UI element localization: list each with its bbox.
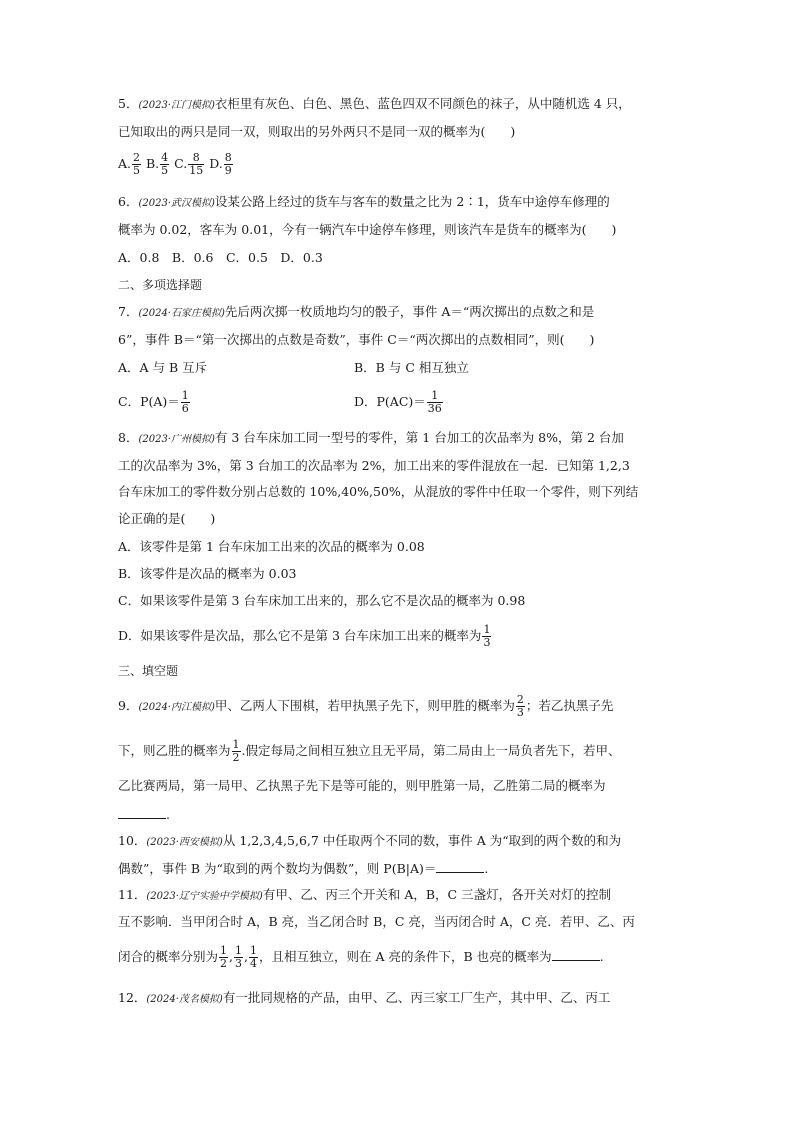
q8-option-a: A．该零件是第 1 台车床加工出来的次品的概率为 0.08 (118, 539, 425, 554)
q9-line3: 乙比赛两局，第一局甲、乙执黑子先下是等可能的，则甲胜第一局，乙胜第二局的概率为 (118, 778, 606, 793)
section-heading-fill-in: 三、填空题 (118, 664, 179, 678)
q9-line4: . (118, 806, 170, 823)
q5-option-a-fraction: $\frac{2}{5}$ (133, 151, 141, 177)
q8-option-b: B．该零件是次品的概率为 0.03 (118, 566, 297, 581)
q8-option-c: C．如果该零件是第 3 台车床加工出来的，那么它不是次品的概率为 0.98 (118, 593, 526, 608)
q8-option-d: D．如果该零件是次品，那么它不是第 3 台车床加工出来的概率为 $\frac{1}{3}$ (118, 623, 491, 649)
q5-option-c-fraction: $\frac{8}{15}$ (189, 151, 204, 177)
q11-line3: 闭合的概率分别为 $\frac{1}{2}$ , $\frac{1}{3}$ , $\frac{1}{4}$ ，且相互独立，则在 A 亮的条件下，B 也亮的概率为 . (118, 944, 604, 970)
q7-option-a: A．A 与 B 互斥 (118, 360, 208, 375)
q11-line1: 11．(2023·辽宁实验中学模拟)有甲、乙、丙三个开关和 A，B，C 三盏灯，各开关对灯的控制 (118, 887, 612, 902)
q12-source: (2024·茂名模拟) (146, 994, 223, 1005)
q8-option-d-fraction: $\frac{1}{3}$ (483, 623, 491, 649)
q10-line1: 10．(2023·西安模拟)从 1,2,3,4,5,6,7 中任取两个不同的数，事件 A 为“取到的两个数的和为 (118, 833, 622, 848)
q6-source: (2023·武汉模拟) (138, 198, 215, 209)
q7-source: (2024·石家庄模拟) (138, 308, 225, 319)
q8-line2: 工的次品率为 3%，第 3 台加工的次品率为 2%，加工出来的零件混放在一起．已知第 1,2,3 (118, 458, 630, 473)
q10-source: (2023·西安模拟) (146, 837, 223, 848)
q5-source: (2023·江门模拟) (138, 100, 215, 111)
q11-fraction-c: $\frac{1}{4}$ (249, 944, 257, 970)
q9-source: (2024·内江模拟) (138, 702, 215, 713)
q9-line2: 下，则乙胜的概率为 $\frac{1}{2}$ .假定每局之间相互独立且无平局，第二局由上一局负者先下，若甲、 (118, 738, 621, 764)
q5-option-b-fraction: $\frac{4}{5}$ (161, 151, 169, 177)
q10-answer-blank[interactable] (436, 860, 484, 873)
q9-answer-blank[interactable] (118, 806, 166, 819)
q7-option-d: D．P(AC)＝ $\frac{1}{36}$ (354, 389, 442, 415)
q12-line1: 12．(2024·茂名模拟)有一批同规格的产品，由甲、乙、丙三家工厂生产，其中甲、乙、丙工 (118, 990, 611, 1005)
q7-line2: 6”，事件 B＝“第一次掷出的点数是奇数”，事件 C＝“两次掷出的点数相同”，则( ) (118, 332, 595, 347)
section-heading-multiple-choice: 二、多项选择题 (118, 278, 203, 292)
q11-line2: 互不影响．当甲闭合时 A，B 亮，当乙闭合时 B，C 亮，当丙闭合时 A，C 亮．若甲、乙、丙 (118, 914, 635, 929)
q9-fraction-1: $\frac{2}{3}$ (516, 693, 524, 719)
q9-line1: 9．(2024·内江模拟)甲、乙两人下围棋，若甲执黑子先下，则甲胜的概率为 $\frac{2}{3}$ ；若乙执黑子先 (118, 693, 614, 719)
q11-answer-blank[interactable] (552, 948, 600, 961)
q5-options: A. $\frac{2}{5}$ B. $\frac{4}{5}$ C. $\frac{8}{15}$ D. $\frac{8}{9}$ (118, 151, 232, 177)
q5-option-d-fraction: $\frac{8}{9}$ (224, 151, 232, 177)
q5-line1: 5．(2023·江门模拟)衣柜里有灰色、白色、黑色、蓝色四双不同颜色的袜子，从中随机选 4 只， (118, 96, 631, 111)
q11-source: (2023·辽宁实验中学模拟) (146, 891, 263, 902)
q7-line1: 7．(2024·石家庄模拟)先后两次掷一枚质地均匀的骰子，事件 A＝“两次掷出的点数之和是 (118, 304, 595, 319)
q9-fraction-2: $\frac{1}{2}$ (232, 738, 240, 764)
q6-line2: 概率为 0.02，客车为 0.01，今有一辆汽车中途停车修理，则该汽车是货车的概率为( ) (118, 222, 617, 237)
q8-line3: 台车床加工的零件数分别占总数的 10%,40%,50%，从混放的零件中任取一个零件，则下列结 (118, 484, 639, 499)
q7-option-c: C．P(A)＝ $\frac{1}{6}$ (118, 389, 189, 415)
q8-source: (2023·广州模拟) (138, 434, 215, 445)
q10-line2: 偶数”，事件 B 为“取到的两个数均为偶数”，则 P(B|A)＝ . (118, 861, 489, 876)
q5-line2: 已知取出的两只是同一双，则取出的另外两只不是同一双的概率为( ) (118, 124, 516, 139)
q7-option-b: B．B 与 C 相互独立 (354, 360, 469, 375)
q6-options: A．0.8 B．0.6 C．0.5 D．0.3 (118, 250, 323, 265)
q8-line1: 8．(2023·广州模拟)有 3 台车床加工同一型号的零件，第 1 台加工的次品率为 8%，第 2 台加 (118, 430, 624, 445)
q7-option-d-fraction: $\frac{1}{36}$ (427, 389, 442, 415)
q7-option-c-fraction: $\frac{1}{6}$ (181, 389, 189, 415)
q11-fraction-a: $\frac{1}{2}$ (220, 944, 228, 970)
q8-line4: 论正确的是( ) (118, 511, 216, 526)
q6-line1: 6．(2023·武汉模拟)设某公路上经过的货车与客车的数量之比为 2∶1，货车中途停车修理的 (118, 194, 610, 209)
q11-fraction-b: $\frac{1}{3}$ (235, 944, 242, 970)
